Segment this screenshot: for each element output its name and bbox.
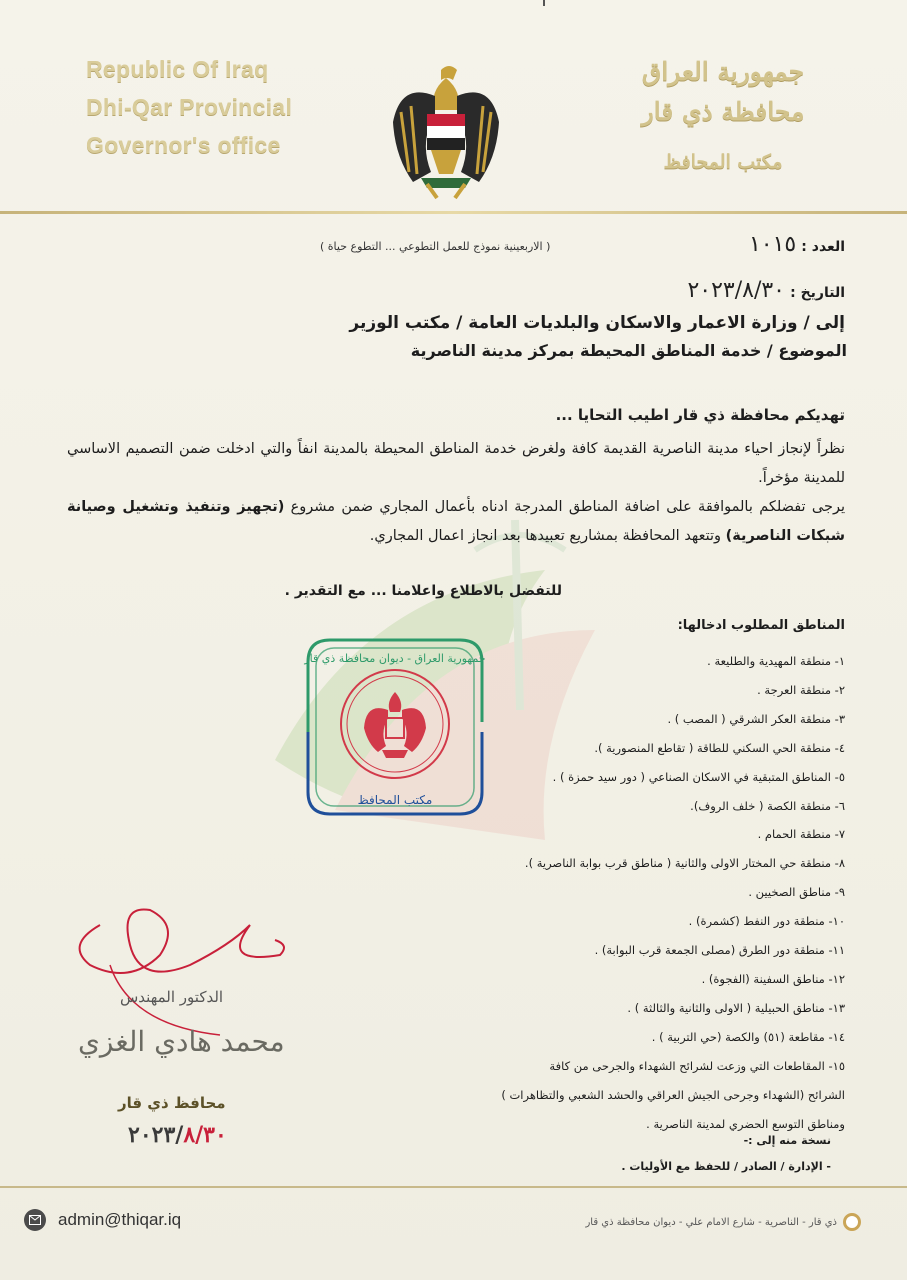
request-text-start: يرجى تفضلكم بالموافقة على اضافة المناطق المدرجة ادناه بأعمال المجاري ضمن مشروع	[290, 499, 846, 515]
list-item: ٦- منطقة الكصة ( خلف الروف).	[690, 798, 845, 813]
list-item: ٧- منطقة الحمام .	[757, 827, 845, 842]
copies-line: - الإدارة / الصادر / للحفظ مع الأوليات .	[621, 1160, 831, 1173]
signatory-title: الدكتور المهندس	[120, 988, 224, 1006]
header-ar-province: محافظة ذي قار	[641, 97, 805, 126]
list-item: ١٢- مناطق السفينة (الفجوة) .	[701, 971, 845, 986]
areas-title: المناطق المطلوب ادخالها:	[677, 618, 845, 633]
list-item: ٢- منطقة العرجة .	[757, 682, 845, 697]
signature-date-year: ٢٠٢٣/	[128, 1122, 184, 1148]
list-item: ٣- منطقة العكر الشرقي ( المصب ) .	[667, 711, 845, 726]
header-en-province: Dhi-Qar Provincial	[86, 94, 293, 120]
list-item: ٥- المناطق المتبقية في الاسكان الصناعي ( دور سيد حمزة ) .	[552, 769, 845, 784]
signature-date	[128, 1122, 227, 1148]
list-item: الشرائح (الشهداء وجرحى الجيش العراقي والحشد الشعبي والتظاهرات )	[501, 1087, 845, 1102]
areas-list	[325, 647, 845, 1138]
signature-date-handwritten: ٨/٣٠	[183, 1122, 227, 1148]
list-item: ١٠- منطقة دور النفط (كشمرة) .	[688, 914, 845, 929]
date-label: التاريخ :	[790, 285, 845, 301]
stamp-ring-text: جمهورية العراق - ديوان محافظة ذي قار	[304, 652, 486, 665]
email-icon	[24, 1209, 46, 1231]
header-en-office: Governor's office	[86, 132, 281, 158]
project-name: (تجهيز وتنفيذ وتشغيل وصيانة شبكات الناصرية)	[67, 499, 845, 544]
date-value: ٢٠٢٣/٨/٣٠	[687, 278, 785, 303]
letter-subject: الموضوع / خدمة المناطق المحيطة بمركز مدينة الناصرية	[410, 341, 847, 360]
address-text: ذي قار - الناصرية - شارع الامام علي - ديوان محافظة ذي قار	[585, 1216, 837, 1228]
paragraph-request	[67, 493, 845, 551]
copies-block	[621, 1128, 831, 1180]
list-item: ومناطق التوسع الحضري لمدينة الناصرية .	[646, 1116, 845, 1131]
signatory-role: محافظ ذي قار	[118, 1094, 226, 1112]
header-divider	[0, 211, 907, 214]
signatory-name: محمد هادي الغزي	[78, 1025, 285, 1058]
email-address: admin@thiqar.iq	[58, 1210, 182, 1229]
footer-email	[24, 1209, 181, 1231]
header-arabic	[613, 52, 833, 182]
greeting: تهديكم محافظة ذي قار اطيب التحايا ...	[555, 406, 845, 424]
list-item: ٨- منطقة حي المختار الاولى والثانية ( مناطق قرب بوابة الناصرية ).	[524, 856, 845, 871]
header-ar-republic: جمهورية العراق	[641, 57, 805, 86]
list-item: ١١- منطقة دور الطرق (مصلى الجمعة قرب البوابة) .	[594, 943, 845, 958]
header-ar-office: مكتب المحافظ	[663, 151, 783, 173]
footer-address	[585, 1213, 861, 1231]
scan-mark	[543, 0, 545, 6]
list-item: ١٥- المقاطعات التي وزعت لشرائح الشهداء والجرحى من كافة	[549, 1058, 845, 1073]
letter-date	[687, 278, 845, 303]
header-english	[86, 50, 346, 164]
stamp-bottom-text: مكتب المحافظ	[357, 793, 433, 807]
location-pin-icon	[843, 1213, 861, 1231]
header-en-republic: Republic Of Iraq	[86, 56, 269, 82]
closing-line: للتفضل بالاطلاع واعلامنا ... مع التقدير .	[284, 583, 562, 599]
list-item: ٤- منطقة الحي السكني للطاقة ( تقاطع المنصورية ).	[594, 740, 845, 755]
footer-divider	[0, 1186, 907, 1188]
request-text-end: وتتعهد المحافظة بمشاريع تعبيدها بعد انجاز اعمال المجاري.	[369, 528, 722, 544]
letter-number	[749, 232, 845, 257]
slogan: ( الاربعينية نموذج للعمل التطوعي ... التطوع حياة )	[320, 240, 551, 253]
copies-label: نسخة منه إلى :-	[743, 1134, 831, 1147]
list-item: ١٤- مقاطعة (٥١) والكصة (حي التربية ) .	[651, 1029, 845, 1044]
letter-recipient: إلى / وزارة الاعمار والاسكان والبلديات العامة / مكتب الوزير	[349, 313, 845, 333]
iraq-eagle-emblem-icon	[391, 62, 501, 204]
number-value: ١٠١٥	[748, 232, 797, 257]
paragraph-intro: نظراً لإنجاز احياء مدينة الناصرية القديمة كافة ولغرض خدمة المناطق المحيطة بالمدينة انفاً والتي ادخلت ضمن التصميم الاساسي للمدينة مؤخراً.	[67, 441, 845, 486]
list-item: ١- منطقة المهيدية والطليعة .	[707, 654, 845, 668]
list-item: ٩- مناطق الصخيين .	[748, 885, 845, 900]
number-label: العدد :	[801, 239, 845, 255]
list-item: ١٣- مناطق الحبيلية ( الاولى والثانية والثالثة ) .	[627, 1000, 845, 1015]
